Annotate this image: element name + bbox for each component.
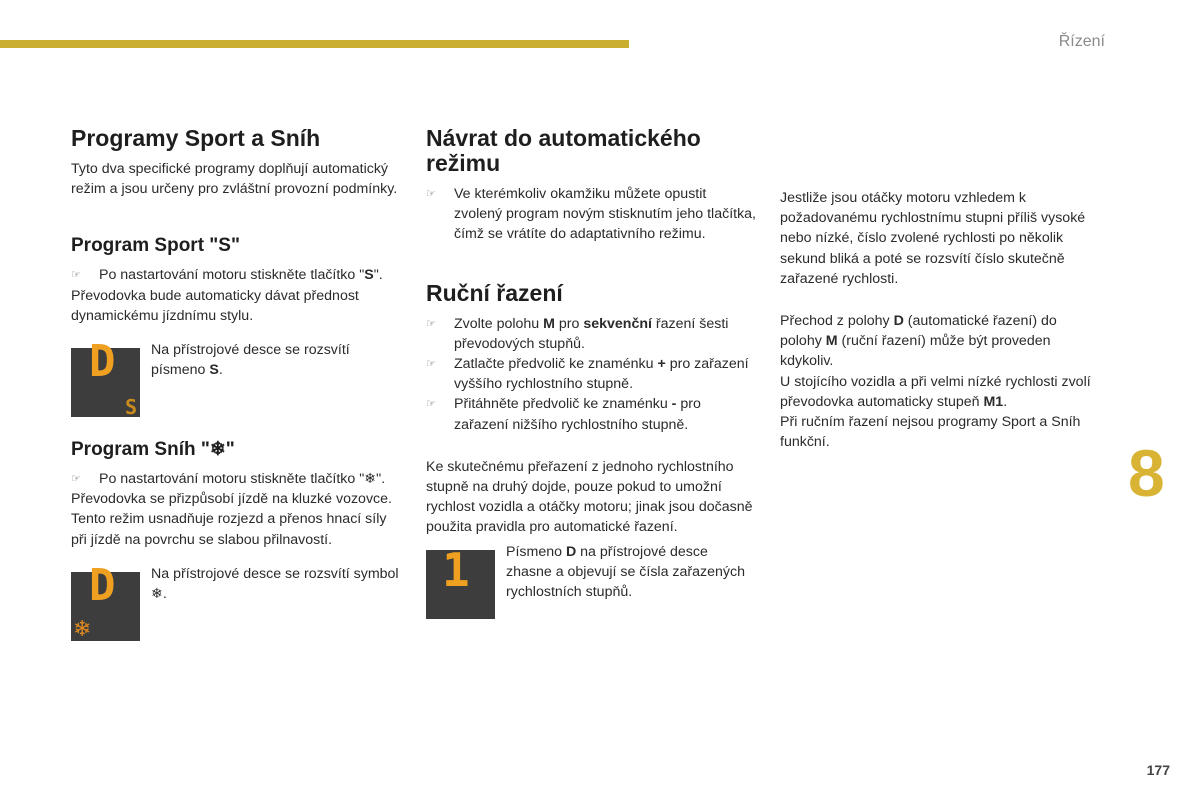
column-left <box>71 126 401 641</box>
heading-return-auto: Návrat do automatického režimu <box>426 125 701 176</box>
snow-figure <box>71 559 401 641</box>
manual-figure <box>426 542 756 619</box>
dashboard-d-s-image <box>71 336 140 419</box>
standstill-text: U stojícího vozidla a při velmi nízké rychlosti zvolí převodovka automaticky stupeň M1. <box>780 373 1091 410</box>
gear-letter-d: D <box>89 559 116 611</box>
manual-figure-caption: Písmeno D na přístrojové desce zhasne a objevují se čísla zařazených rychlostních stupňů. <box>506 543 745 601</box>
chapter-number: 8 <box>1128 436 1165 510</box>
manual-bullet-3: ☞ Přitáhněte předvolič ke znaménku - pro zařazení nižšího rychlostního stupně. <box>426 396 701 433</box>
manual-bullet-2: ☞ Zatlačte předvolič ke znaménku + pro zařazení vyššího rychlostního stupně. <box>426 356 749 393</box>
gear-letter-d: D <box>89 336 116 388</box>
sport-text: Převodovka bude automaticky dávat přednost dynamickému jízdnímu stylu. <box>71 287 359 324</box>
heading-sport-snow: Programy Sport a Sníh <box>71 125 321 151</box>
sport-figure-caption: Na přístrojové desce se rozsvítí písmeno S. <box>151 342 350 379</box>
manual-text: Ke skutečnému přeřazení z jednoho rychlostního stupně na druhý dojde, pouze pokud to umožní rychlost vozidla a otáčky motoru; jinak jsou dočasně použita pravidla pro automatické řazení. <box>426 458 753 536</box>
pointer-icon: ☞ <box>426 398 436 411</box>
sport-bullet: ☞ Po nastartování motoru stiskněte tlačítko "S". <box>71 265 401 285</box>
snowflake-icon: ❄ <box>73 615 92 641</box>
pointer-icon: ☞ <box>426 188 436 200</box>
heading-manual: Ruční řazení <box>426 279 563 306</box>
intro-text: Tyto dva specifické programy doplňují automatický režim a jsou určeny pro zvláštní provozní podmínky. <box>71 161 398 198</box>
section-title: Řízení <box>1058 33 1105 50</box>
manual-bullet-1: ☞ Zvolte polohu M pro sekvenční řazení šesti převodových stupňů. <box>426 315 729 352</box>
snow-text-2: Tento režim usnadňuje rozjezd a přenos hnací síly při jízdě na povrchu se slabou přilnavostí. <box>71 511 387 548</box>
snow-text-1: Převodovka se přizpůsobí jízdě na kluzké vozovce. <box>71 491 392 508</box>
rpm-warning-text: Jestliže jsou otáčky motoru vzhledem k požadovanému rychlostnímu stupni příliš vysoké nebo nízké, číslo zvolené rychlosti po několik sekund bliká a poté se rozsvítí číslo skutečně zařazené rychlosti. <box>780 190 1086 287</box>
gear-number-1: 1 <box>442 542 470 597</box>
snow-figure-caption: Na přístrojové desce se rozsvítí symbol ❄. <box>151 565 399 603</box>
pointer-icon: ☞ <box>426 317 436 330</box>
snow-bullet: ☞ Po nastartování motoru stiskněte tlačítko "❄". <box>71 469 401 489</box>
page-number: 177 <box>1146 762 1170 778</box>
header-accent-bar <box>0 40 629 48</box>
sport-s-indicator: S <box>124 394 137 419</box>
dashboard-d-snow-image <box>71 559 140 641</box>
column-middle <box>426 126 756 619</box>
manual-programs-text: Při ručním řazení nejsou programy Sport a Sníh funkční. <box>780 414 1081 451</box>
pointer-icon: ☞ <box>71 473 81 486</box>
switch-mode-text: Přechod z polohy D (automatické řazení) do polohy M (ruční řazení) může být proveden kdykoliv. <box>780 313 1057 370</box>
column-right <box>780 188 1100 452</box>
heading-snow: Program Sníh "❄" <box>71 439 235 461</box>
dashboard-gear-1-image <box>426 542 495 619</box>
pointer-icon: ☞ <box>71 269 81 282</box>
sport-figure <box>71 336 401 419</box>
pointer-icon: ☞ <box>426 358 436 371</box>
heading-sport: Program Sport "S" <box>71 235 240 257</box>
return-bullet: ☞ Ve kterémkoliv okamžiku můžete opustit zvolený program novým stisknutím jeho tlačítka, čímž se vrátíte do adaptativního režimu. <box>426 186 756 243</box>
